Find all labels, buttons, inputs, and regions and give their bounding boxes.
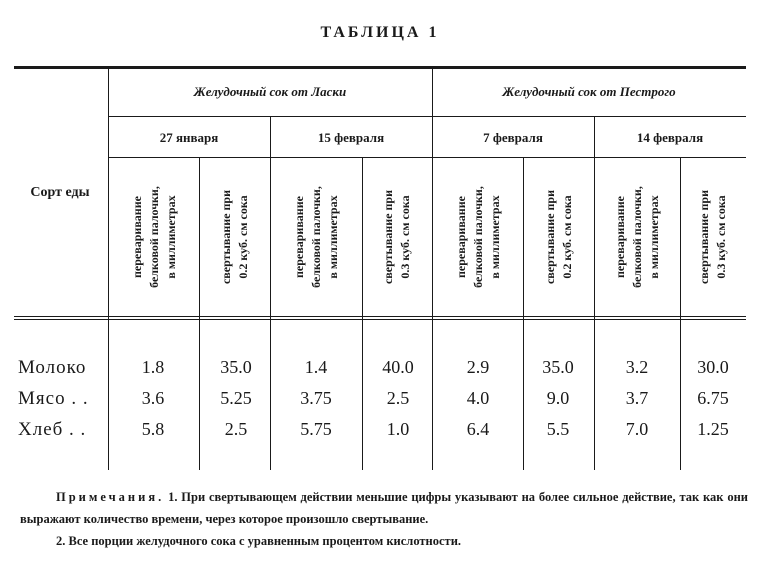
- sub-header-digestion-4: переваривание белковой палочки, в миллиметрах: [612, 186, 661, 288]
- table-cell: 1.25: [697, 419, 729, 439]
- row-food-bread: Хлеб . .: [18, 419, 87, 440]
- table-cell: 1.8: [141, 357, 165, 377]
- sub-header-clotting-4: свертывание при 0.3 куб. см сока: [697, 189, 728, 285]
- sub-header-digestion-1: переваривание белковой палочки, в миллиметрах: [129, 186, 178, 288]
- table-cell: 1.4: [304, 357, 328, 377]
- top-rule: [14, 66, 746, 69]
- table-cell: 3.6: [141, 388, 165, 408]
- table-cell: 30.0: [697, 357, 729, 377]
- sub-col-rule-1: [199, 157, 200, 470]
- table-cell: 35.0: [220, 357, 252, 377]
- group-divider-rule: [432, 66, 433, 470]
- table-cell: 2.5: [224, 419, 248, 439]
- sub-header-clotting-2: свертывание при 0.3 куб. см сока: [381, 189, 412, 285]
- table-title: ТАБЛИЦА 1: [320, 24, 440, 41]
- table-cell: 2.5: [386, 388, 410, 408]
- note-1: 1. При свертывающем действии меньшие цифры указывают на более сильное действие, так как они выражают количество времени, через которое произошло свертывание.: [20, 490, 748, 526]
- note-2: 2. Все порции желудочного сока с уравненным процентом кислотности.: [56, 534, 462, 548]
- date-header-4: 14 февраля: [636, 130, 704, 145]
- food-col-rule: [108, 66, 109, 470]
- table-cell: 9.0: [546, 388, 570, 408]
- sub-header-clotting-1: свертывание при 0.2 куб. см сока: [219, 189, 250, 285]
- date-header-3: 7 февраля: [483, 130, 543, 145]
- table-cell: 3.75: [300, 388, 332, 408]
- sub-header-digestion-3: переваривание белковой палочки, в миллиметрах: [453, 186, 502, 288]
- table-cell: 35.0: [542, 357, 574, 377]
- table-cell: 5.75: [300, 419, 332, 439]
- header-bottom-rule-2: [14, 319, 746, 320]
- table-cell: 7.0: [625, 419, 649, 439]
- date-divider-rule-1: [270, 116, 271, 470]
- table-cell: 40.0: [382, 357, 414, 377]
- table-cell: 6.75: [697, 388, 729, 408]
- group-header-laska: Желудочный сок от Ласки: [193, 84, 347, 99]
- notes: [20, 486, 748, 552]
- date-header-2: 15 февраля: [317, 130, 385, 145]
- group-rule: [108, 116, 746, 117]
- sub-header-clotting-3: свертывание при 0.2 куб. см сока: [543, 189, 574, 285]
- date-rule: [108, 157, 746, 158]
- table-cell: 5.5: [546, 419, 570, 439]
- table-cell: 1.0: [386, 419, 410, 439]
- table-cell: 3.2: [625, 357, 649, 377]
- notes-lead: Примечания.: [56, 490, 165, 504]
- table-cell: 3.7: [625, 388, 649, 408]
- table-cell: 6.4: [466, 419, 490, 439]
- table-cell: 2.9: [466, 357, 490, 377]
- food-column-header: Сорт еды: [30, 185, 90, 200]
- group-header-pestry: Желудочный сок от Пестрого: [502, 84, 676, 99]
- table-cell: 5.25: [220, 388, 252, 408]
- header-bottom-rule: [14, 316, 746, 317]
- date-header-1: 27 января: [159, 130, 219, 145]
- table-cell: 5.8: [141, 419, 165, 439]
- row-food-meat: Мясо . .: [18, 388, 89, 409]
- row-food-milk: Молоко: [18, 357, 87, 378]
- sub-header-digestion-2: переваривание белковой палочки, в миллиметрах: [291, 186, 340, 288]
- table-cell: 4.0: [466, 388, 490, 408]
- date-divider-rule-2: [594, 116, 595, 470]
